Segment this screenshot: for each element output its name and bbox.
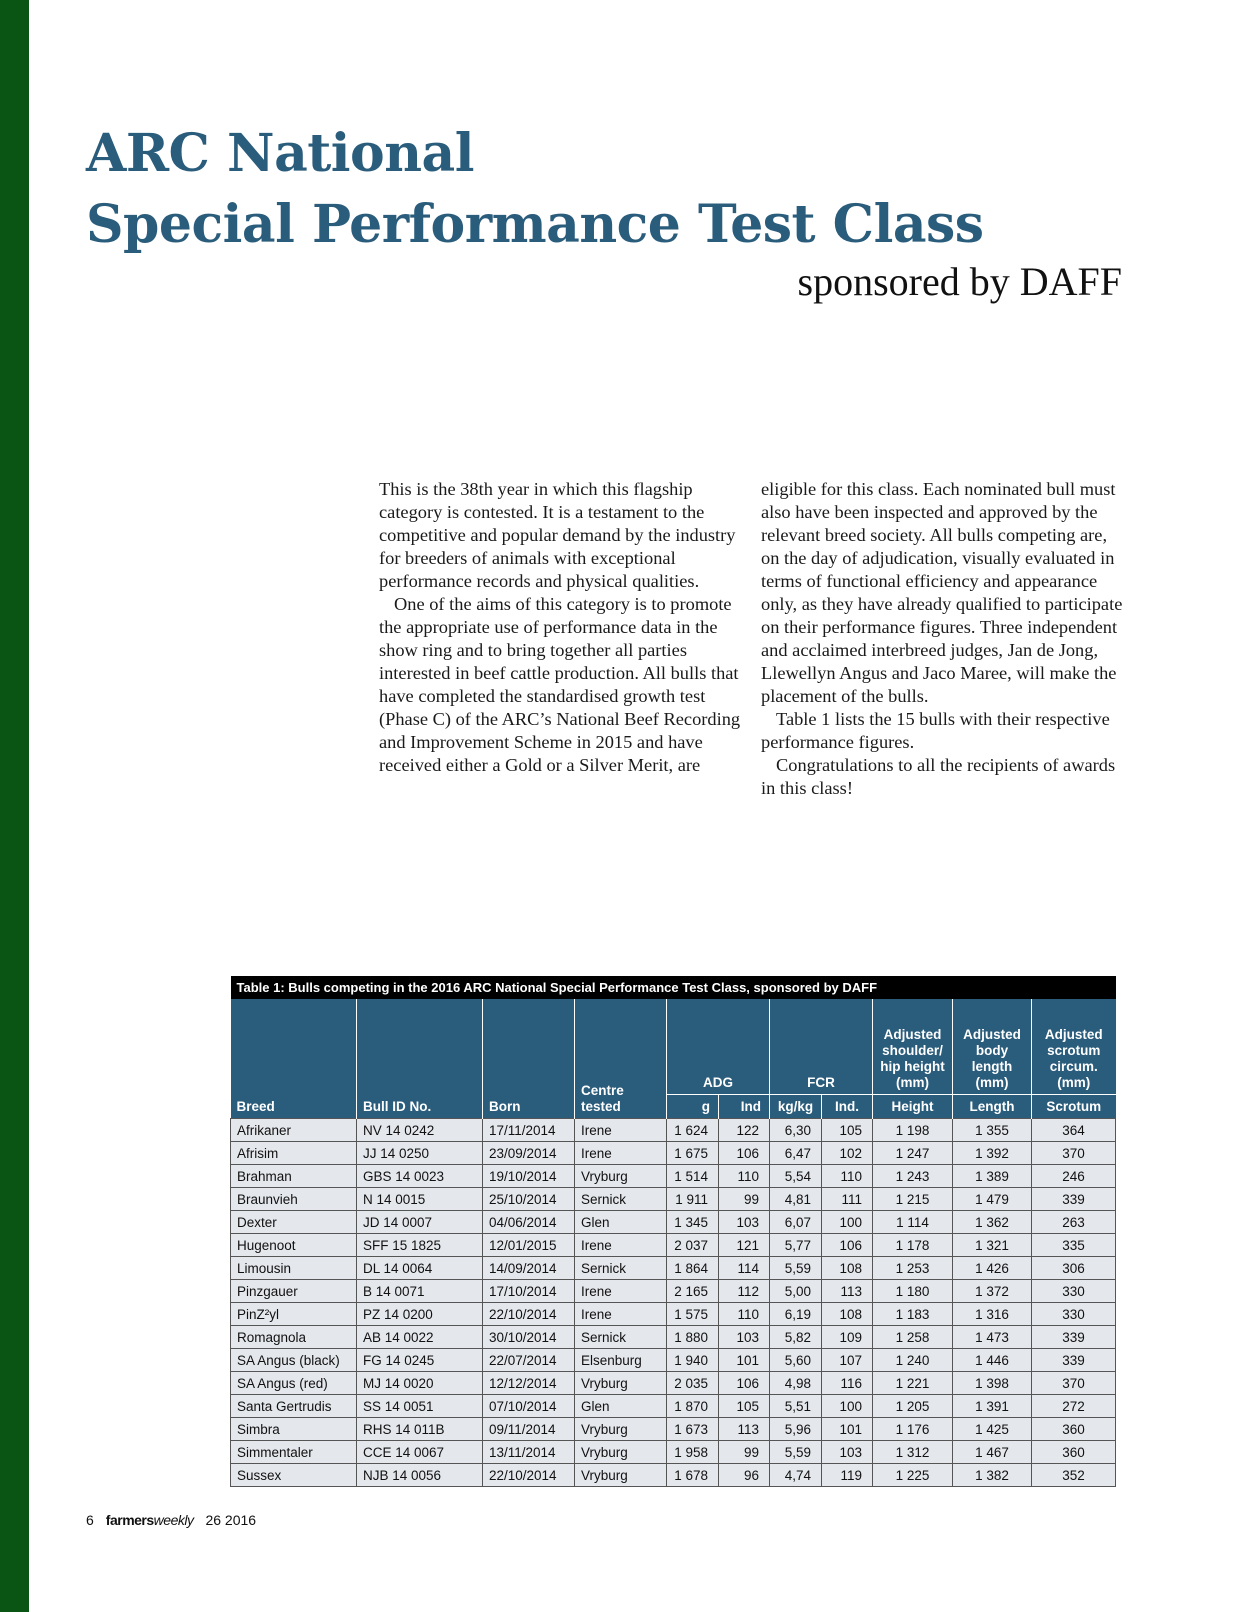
article-paragraph: eligible for this class. Each nominated bull must also have been inspected and approved by the relevant breed society. All bulls competing are, on the day of adjudication, visually evaluated in terms of functional efficiency and appearance only, as they have already qualified to participate on their performance figures. Three independent and acclaimed interbreed judges, Jan de Jong, Llewellyn Angus and Jaco Maree, will make the placement of the bulls. (761, 479, 1123, 706)
cell-adg-ind: 103 (719, 1326, 770, 1349)
cell-born: 12/12/2014 (483, 1372, 575, 1395)
title-line-2: Special Performance Test Class (86, 194, 984, 255)
table-row (231, 1441, 1116, 1464)
header-adjusted-scrotum: Adjusted scrotum circum. (mm) (1032, 999, 1116, 1095)
article-column-left (379, 478, 747, 777)
cell-adg-ind: 96 (719, 1464, 770, 1487)
table-row (231, 1142, 1116, 1165)
cell-fcr-kgkg: 6,19 (770, 1303, 822, 1326)
cell-born: 25/10/2014 (483, 1188, 575, 1211)
cell-centre: Vryburg (575, 1165, 667, 1188)
cell-fcr-ind: 103 (822, 1441, 873, 1464)
cell-fcr-kgkg: 5,54 (770, 1165, 822, 1188)
page-subtitle: sponsored by DAFF (797, 259, 1122, 304)
cell-scrotum: 246 (1032, 1165, 1116, 1188)
subheader-scrotum: Scrotum (1032, 1095, 1116, 1119)
cell-scrotum: 339 (1032, 1188, 1116, 1211)
header-adg: ADG (667, 999, 770, 1095)
cell-bull-id: SFF 15 1825 (357, 1234, 483, 1257)
cell-born: 22/07/2014 (483, 1349, 575, 1372)
cell-centre: Irene (575, 1303, 667, 1326)
cell-scrotum: 263 (1032, 1211, 1116, 1234)
subheader-height: Height (873, 1095, 953, 1119)
cell-fcr-kgkg: 5,82 (770, 1326, 822, 1349)
cell-born: 14/09/2014 (483, 1257, 575, 1280)
cell-fcr-ind: 116 (822, 1372, 873, 1395)
cell-length: 1 362 (953, 1211, 1032, 1234)
cell-length: 1 382 (953, 1464, 1032, 1487)
cell-height: 1 180 (873, 1280, 953, 1303)
cell-length: 1 316 (953, 1303, 1032, 1326)
cell-fcr-kgkg: 5,51 (770, 1395, 822, 1418)
cell-adg-g: 2 035 (667, 1372, 719, 1395)
cell-height: 1 243 (873, 1165, 953, 1188)
brand-logo-weekly: weekly (153, 1512, 194, 1528)
cell-scrotum: 330 (1032, 1303, 1116, 1326)
table-row (231, 1349, 1116, 1372)
cell-adg-ind: 101 (719, 1349, 770, 1372)
cell-fcr-kgkg: 5,77 (770, 1234, 822, 1257)
cell-height: 1 225 (873, 1464, 953, 1487)
cell-length: 1 425 (953, 1418, 1032, 1441)
cell-fcr-ind: 106 (822, 1234, 873, 1257)
cell-centre: Sernick (575, 1326, 667, 1349)
cell-adg-g: 1 678 (667, 1464, 719, 1487)
cell-scrotum: 360 (1032, 1441, 1116, 1464)
cell-born: 17/11/2014 (483, 1119, 575, 1142)
cell-scrotum: 352 (1032, 1464, 1116, 1487)
cell-breed: Braunvieh (231, 1188, 357, 1211)
brand-logo-farmers: farmers (105, 1512, 154, 1528)
cell-length: 1 426 (953, 1257, 1032, 1280)
cell-breed: Pinzgauer (231, 1280, 357, 1303)
cell-height: 1 258 (873, 1326, 953, 1349)
cell-fcr-kgkg: 4,81 (770, 1188, 822, 1211)
cell-born: 13/11/2014 (483, 1441, 575, 1464)
cell-fcr-kgkg: 6,07 (770, 1211, 822, 1234)
page-title (86, 118, 984, 260)
cell-adg-ind: 105 (719, 1395, 770, 1418)
table-row (231, 1188, 1116, 1211)
cell-height: 1 247 (873, 1142, 953, 1165)
cell-adg-ind: 110 (719, 1303, 770, 1326)
table-row (231, 1234, 1116, 1257)
cell-height: 1 198 (873, 1119, 953, 1142)
cell-length: 1 372 (953, 1280, 1032, 1303)
table-row (231, 1303, 1116, 1326)
cell-breed: Limousin (231, 1257, 357, 1280)
cell-breed: PinZ²yl (231, 1303, 357, 1326)
cell-length: 1 355 (953, 1119, 1032, 1142)
cell-born: 30/10/2014 (483, 1326, 575, 1349)
cell-bull-id: NJB 14 0056 (357, 1464, 483, 1487)
cell-centre: Vryburg (575, 1372, 667, 1395)
cell-adg-g: 2 165 (667, 1280, 719, 1303)
cell-fcr-ind: 113 (822, 1280, 873, 1303)
cell-height: 1 114 (873, 1211, 953, 1234)
cell-scrotum: 330 (1032, 1280, 1116, 1303)
subheader-fcr-ind: Ind. (822, 1095, 873, 1119)
cell-born: 09/11/2014 (483, 1418, 575, 1441)
cell-fcr-ind: 101 (822, 1418, 873, 1441)
cell-length: 1 391 (953, 1395, 1032, 1418)
cell-fcr-kgkg: 5,96 (770, 1418, 822, 1441)
cell-fcr-ind: 102 (822, 1142, 873, 1165)
cell-bull-id: N 14 0015 (357, 1188, 483, 1211)
cell-adg-g: 1 911 (667, 1188, 719, 1211)
cell-length: 1 473 (953, 1326, 1032, 1349)
article-paragraph: One of the aims of this category is to promote the appropriate use of performance data in the show ring and to bring together all parties interested in beef cattle production. All bulls that have completed the standardised growth test (Phase C) of the ARC’s National Beef Recording and Improvement Scheme in 2015 and have received either a Gold or a Silver Merit, are (379, 594, 741, 775)
cell-length: 1 479 (953, 1188, 1032, 1211)
cell-adg-g: 1 870 (667, 1395, 719, 1418)
cell-scrotum: 364 (1032, 1119, 1116, 1142)
cell-adg-g: 1 345 (667, 1211, 719, 1234)
cell-centre: Vryburg (575, 1464, 667, 1487)
cell-born: 17/10/2014 (483, 1280, 575, 1303)
cell-height: 1 240 (873, 1349, 953, 1372)
header-adjusted-height: Adjusted shoulder/ hip height (mm) (873, 999, 953, 1095)
cell-bull-id: FG 14 0245 (357, 1349, 483, 1372)
cell-breed: Simbra (231, 1418, 357, 1441)
cell-born: 12/01/2015 (483, 1234, 575, 1257)
cell-fcr-ind: 107 (822, 1349, 873, 1372)
cell-scrotum: 306 (1032, 1257, 1116, 1280)
cell-bull-id: B 14 0071 (357, 1280, 483, 1303)
cell-bull-id: MJ 14 0020 (357, 1372, 483, 1395)
cell-centre: Irene (575, 1280, 667, 1303)
cell-bull-id: SS 14 0051 (357, 1395, 483, 1418)
cell-fcr-ind: 110 (822, 1165, 873, 1188)
cell-bull-id: AB 14 0022 (357, 1326, 483, 1349)
cell-length: 1 392 (953, 1142, 1032, 1165)
page-number: 6 (86, 1512, 94, 1528)
cell-height: 1 221 (873, 1372, 953, 1395)
cell-fcr-kgkg: 5,00 (770, 1280, 822, 1303)
green-side-bar (0, 0, 29, 1612)
subheader-adg-ind: Ind (719, 1095, 770, 1119)
cell-fcr-kgkg: 6,47 (770, 1142, 822, 1165)
cell-scrotum: 335 (1032, 1234, 1116, 1257)
table-caption: Table 1: Bulls competing in the 2016 ARC National Special Performance Test Class, sponsored by DAFF (231, 976, 1116, 999)
cell-bull-id: CCE 14 0067 (357, 1441, 483, 1464)
subheader-length: Length (953, 1095, 1032, 1119)
cell-adg-g: 1 864 (667, 1257, 719, 1280)
cell-adg-g: 1 940 (667, 1349, 719, 1372)
cell-adg-ind: 103 (719, 1211, 770, 1234)
cell-breed: Dexter (231, 1211, 357, 1234)
page-footer (86, 1512, 256, 1528)
table-row (231, 1165, 1116, 1188)
cell-fcr-ind: 108 (822, 1303, 873, 1326)
cell-centre: Sernick (575, 1257, 667, 1280)
cell-length: 1 467 (953, 1441, 1032, 1464)
cell-adg-g: 2 037 (667, 1234, 719, 1257)
cell-bull-id: JD 14 0007 (357, 1211, 483, 1234)
cell-bull-id: DL 14 0064 (357, 1257, 483, 1280)
cell-height: 1 183 (873, 1303, 953, 1326)
header-centre-tested: Centre tested (575, 999, 667, 1119)
cell-fcr-kgkg: 4,98 (770, 1372, 822, 1395)
cell-born: 22/10/2014 (483, 1303, 575, 1326)
cell-breed: Brahman (231, 1165, 357, 1188)
cell-centre: Irene (575, 1119, 667, 1142)
cell-adg-ind: 110 (719, 1165, 770, 1188)
table-row (231, 1280, 1116, 1303)
cell-adg-g: 1 575 (667, 1303, 719, 1326)
cell-centre: Sernick (575, 1188, 667, 1211)
cell-fcr-ind: 109 (822, 1326, 873, 1349)
cell-fcr-kgkg: 4,74 (770, 1464, 822, 1487)
cell-length: 1 446 (953, 1349, 1032, 1372)
cell-fcr-ind: 119 (822, 1464, 873, 1487)
cell-height: 1 253 (873, 1257, 953, 1280)
cell-fcr-ind: 105 (822, 1119, 873, 1142)
cell-fcr-kgkg: 5,60 (770, 1349, 822, 1372)
cell-adg-ind: 113 (719, 1418, 770, 1441)
table-row (231, 1372, 1116, 1395)
cell-bull-id: PZ 14 0200 (357, 1303, 483, 1326)
header-born: Born (483, 999, 575, 1119)
cell-height: 1 205 (873, 1395, 953, 1418)
cell-fcr-ind: 108 (822, 1257, 873, 1280)
cell-born: 04/06/2014 (483, 1211, 575, 1234)
cell-adg-ind: 106 (719, 1142, 770, 1165)
table-row (231, 1257, 1116, 1280)
cell-height: 1 176 (873, 1418, 953, 1441)
cell-length: 1 321 (953, 1234, 1032, 1257)
cell-adg-ind: 99 (719, 1441, 770, 1464)
cell-adg-g: 1 514 (667, 1165, 719, 1188)
cell-breed: Simmentaler (231, 1441, 357, 1464)
cell-scrotum: 360 (1032, 1418, 1116, 1441)
article-paragraph: Congratulations to all the recipients of awards in this class! (761, 755, 1116, 798)
table-row (231, 1211, 1116, 1234)
cell-adg-ind: 99 (719, 1188, 770, 1211)
cell-breed: Santa Gertrudis (231, 1395, 357, 1418)
cell-adg-ind: 122 (719, 1119, 770, 1142)
cell-bull-id: RHS 14 011B (357, 1418, 483, 1441)
table-row (231, 1418, 1116, 1441)
article-paragraph: Table 1 lists the 15 bulls with their respective performance figures. (761, 709, 1110, 752)
cell-adg-g: 1 880 (667, 1326, 719, 1349)
cell-breed: Hugenoot (231, 1234, 357, 1257)
cell-adg-ind: 114 (719, 1257, 770, 1280)
cell-fcr-kgkg: 5,59 (770, 1257, 822, 1280)
cell-scrotum: 339 (1032, 1349, 1116, 1372)
cell-bull-id: GBS 14 0023 (357, 1165, 483, 1188)
cell-centre: Vryburg (575, 1418, 667, 1441)
cell-breed: Afrikaner (231, 1119, 357, 1142)
cell-length: 1 398 (953, 1372, 1032, 1395)
cell-born: 07/10/2014 (483, 1395, 575, 1418)
cell-adg-g: 1 624 (667, 1119, 719, 1142)
header-fcr: FCR (770, 999, 873, 1095)
cell-fcr-kgkg: 5,59 (770, 1441, 822, 1464)
cell-fcr-ind: 100 (822, 1395, 873, 1418)
cell-fcr-ind: 111 (822, 1188, 873, 1211)
cell-bull-id: NV 14 0242 (357, 1119, 483, 1142)
article-paragraph: This is the 38th year in which this flagship category is contested. It is a testament to the competitive and popular demand by the industry for breeders of animals with exceptional performance records and physical qualities. (379, 479, 736, 591)
subheader-adg-g: g (667, 1095, 719, 1119)
cell-adg-g: 1 673 (667, 1418, 719, 1441)
cell-fcr-ind: 100 (822, 1211, 873, 1234)
cell-centre: Irene (575, 1142, 667, 1165)
cell-adg-ind: 112 (719, 1280, 770, 1303)
cell-scrotum: 339 (1032, 1326, 1116, 1349)
cell-scrotum: 370 (1032, 1372, 1116, 1395)
cell-adg-ind: 121 (719, 1234, 770, 1257)
cell-scrotum: 272 (1032, 1395, 1116, 1418)
header-breed: Breed (231, 999, 357, 1119)
table-row (231, 1326, 1116, 1349)
cell-adg-g: 1 958 (667, 1441, 719, 1464)
cell-born: 22/10/2014 (483, 1464, 575, 1487)
cell-height: 1 215 (873, 1188, 953, 1211)
header-bull-id: Bull ID No. (357, 999, 483, 1119)
cell-centre: Glen (575, 1395, 667, 1418)
cell-bull-id: JJ 14 0250 (357, 1142, 483, 1165)
title-line-1: ARC National (86, 123, 474, 184)
table-row (231, 1119, 1116, 1142)
cell-breed: SA Angus (red) (231, 1372, 357, 1395)
cell-breed: Afrisim (231, 1142, 357, 1165)
table-row (231, 1464, 1116, 1487)
cell-born: 19/10/2014 (483, 1165, 575, 1188)
header-adjusted-length: Adjusted body length (mm) (953, 999, 1032, 1095)
cell-breed: SA Angus (black) (231, 1349, 357, 1372)
bulls-table (230, 976, 1116, 1487)
cell-fcr-kgkg: 6,30 (770, 1119, 822, 1142)
cell-centre: Elsenburg (575, 1349, 667, 1372)
cell-height: 1 312 (873, 1441, 953, 1464)
cell-length: 1 389 (953, 1165, 1032, 1188)
table-row (231, 1395, 1116, 1418)
cell-born: 23/09/2014 (483, 1142, 575, 1165)
cell-adg-g: 1 675 (667, 1142, 719, 1165)
article-column-right (761, 478, 1129, 800)
cell-centre: Vryburg (575, 1441, 667, 1464)
cell-centre: Irene (575, 1234, 667, 1257)
issue-date: 26 2016 (205, 1512, 257, 1528)
cell-height: 1 178 (873, 1234, 953, 1257)
cell-adg-ind: 106 (719, 1372, 770, 1395)
cell-breed: Romagnola (231, 1326, 357, 1349)
table-body (231, 1119, 1116, 1487)
subheader-fcr-kgkg: kg/kg (770, 1095, 822, 1119)
cell-scrotum: 370 (1032, 1142, 1116, 1165)
cell-centre: Glen (575, 1211, 667, 1234)
cell-breed: Sussex (231, 1464, 357, 1487)
